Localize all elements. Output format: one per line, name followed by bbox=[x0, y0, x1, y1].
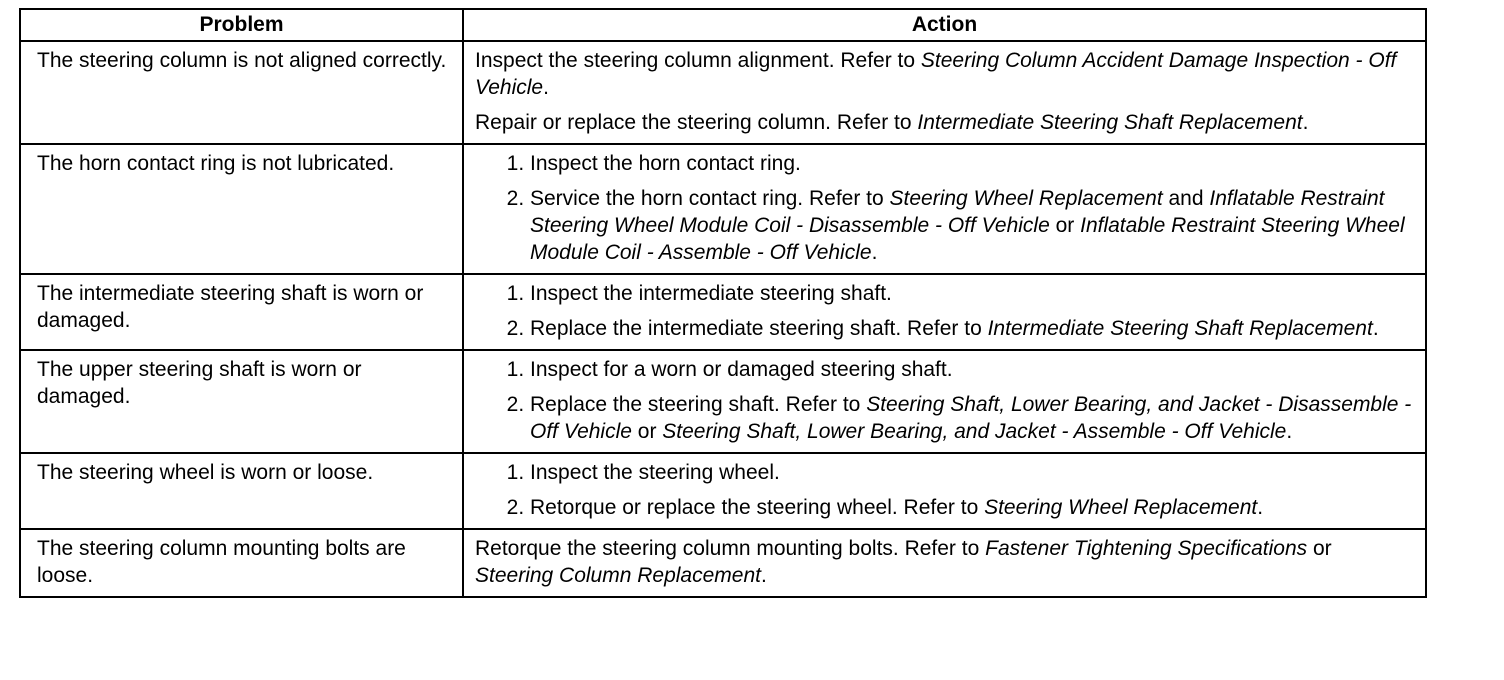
table-row bbox=[20, 41, 1426, 144]
reference-link: Inflatable Restraint Steering Wheel Module Coil - Assemble - Off Vehicle bbox=[530, 214, 1405, 264]
action-text: Repair or replace the steering column. Refer to bbox=[475, 111, 918, 134]
action-cell bbox=[463, 350, 1426, 453]
action-text: . bbox=[1257, 496, 1264, 519]
action-step bbox=[530, 280, 1415, 307]
action-text: Inspect for a worn or damaged steering shaft. bbox=[530, 358, 953, 381]
action-paragraph bbox=[475, 109, 1415, 136]
action-step bbox=[530, 150, 1415, 177]
table-row bbox=[20, 350, 1426, 453]
action-step bbox=[530, 356, 1415, 383]
action-text: Retorque the steering column mounting bolts. Refer to bbox=[475, 537, 986, 560]
problem-cell: The steering column mounting bolts are loose. bbox=[20, 529, 463, 597]
action-step bbox=[530, 315, 1415, 342]
reference-link: Inflatable Restraint Steering Wheel Module Coil - Disassemble - Off Vehicle bbox=[530, 187, 1385, 237]
table-row bbox=[20, 144, 1426, 274]
problem-cell: The steering wheel is worn or loose. bbox=[20, 453, 463, 529]
reference-link: Steering Wheel Replacement bbox=[984, 496, 1258, 519]
action-steps-list bbox=[475, 459, 1415, 521]
action-step bbox=[530, 494, 1415, 521]
action-steps-list bbox=[475, 150, 1415, 266]
action-text: . bbox=[1302, 111, 1309, 134]
action-text: Inspect the horn contact ring. bbox=[530, 152, 801, 175]
action-text: Replace the intermediate steering shaft. Refer to bbox=[530, 317, 988, 340]
action-text: or bbox=[1049, 214, 1081, 237]
action-cell bbox=[463, 453, 1426, 529]
problem-cell: The upper steering shaft is worn or damaged. bbox=[20, 350, 463, 453]
action-text: and bbox=[1162, 187, 1210, 210]
action-cell bbox=[463, 274, 1426, 350]
table-body bbox=[20, 41, 1426, 597]
reference-link: Intermediate Steering Shaft Replacement bbox=[917, 111, 1303, 134]
action-text: or bbox=[631, 420, 663, 443]
action-text: Inspect the steering wheel. bbox=[530, 461, 780, 484]
table-row bbox=[20, 274, 1426, 350]
action-text: Retorque or replace the steering wheel. Refer to bbox=[530, 496, 985, 519]
action-text: . bbox=[1372, 317, 1379, 340]
action-text: Replace the steering shaft. Refer to bbox=[530, 393, 867, 416]
action-cell bbox=[463, 529, 1426, 597]
header-row bbox=[20, 9, 1426, 41]
action-cell bbox=[463, 41, 1426, 144]
action-text: or bbox=[1307, 537, 1332, 560]
diagnostic-table bbox=[19, 8, 1427, 598]
action-step bbox=[530, 185, 1415, 266]
action-paragraph bbox=[475, 535, 1415, 589]
reference-link: Steering Wheel Replacement bbox=[889, 187, 1163, 210]
action-steps-list bbox=[475, 280, 1415, 342]
action-paragraph bbox=[475, 47, 1415, 101]
reference-link: Steering Shaft, Lower Bearing, and Jacket - Disassemble - Off Vehicle bbox=[530, 393, 1412, 443]
action-cell bbox=[463, 144, 1426, 274]
reference-link: Steering Column Replacement bbox=[475, 564, 761, 587]
action-text: . bbox=[1286, 420, 1293, 443]
reference-link: Fastener Tightening Specifications bbox=[985, 537, 1308, 560]
reference-link: Steering Shaft, Lower Bearing, and Jacket - Assemble - Off Vehicle bbox=[662, 420, 1287, 443]
problem-cell: The steering column is not aligned correctly. bbox=[20, 41, 463, 144]
action-text: Inspect the intermediate steering shaft. bbox=[530, 282, 892, 305]
table-row bbox=[20, 453, 1426, 529]
action-text: . bbox=[871, 241, 878, 264]
action-text: . bbox=[760, 564, 767, 587]
action-text: . bbox=[543, 76, 549, 99]
action-text: Service the horn contact ring. Refer to bbox=[530, 187, 890, 210]
action-steps-list bbox=[475, 356, 1415, 445]
problem-column-header: Problem bbox=[20, 9, 463, 41]
problem-cell: The intermediate steering shaft is worn or damaged. bbox=[20, 274, 463, 350]
action-text: Inspect the steering column alignment. Refer to bbox=[475, 49, 921, 72]
table-row bbox=[20, 529, 1426, 597]
reference-link: Intermediate Steering Shaft Replacement bbox=[987, 317, 1373, 340]
action-column-header: Action bbox=[463, 9, 1426, 41]
action-step bbox=[530, 459, 1415, 486]
problem-cell: The horn contact ring is not lubricated. bbox=[20, 144, 463, 274]
reference-link: Steering Column Accident Damage Inspection - Off Vehicle bbox=[475, 49, 1397, 99]
action-step bbox=[530, 391, 1415, 445]
